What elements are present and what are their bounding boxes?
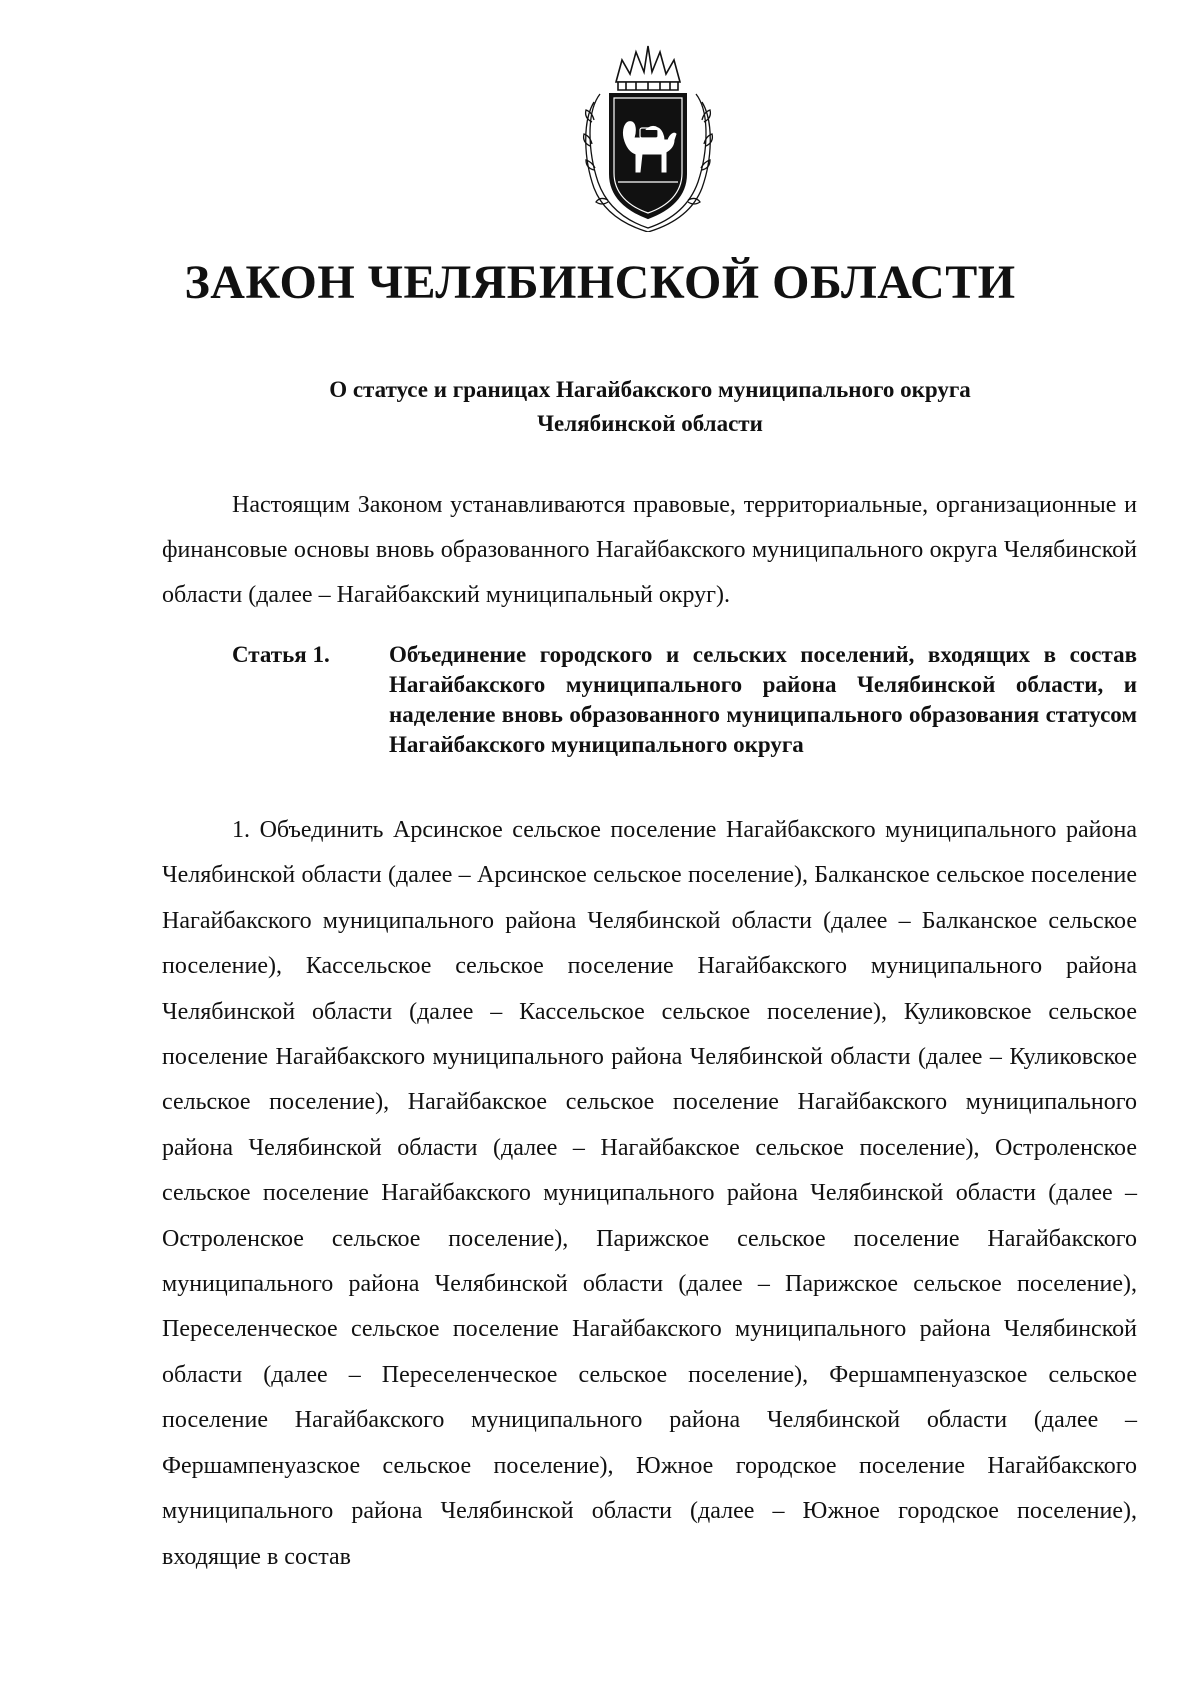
law-title: ЗАКОН ЧЕЛЯБИНСКОЙ ОБЛАСТИ (184, 256, 1016, 309)
article-title: Объединение городского и сельских поселений, входящих в состав Нагайбакского муниципального района Челябинской области, и наделение вновь образованного муниципального образования статусом Нагайбакского муниципального округа (389, 642, 1137, 757)
article-1-paragraph-1: 1. Объединить Арсинское сельское поселение Нагайбакского муниципального района Челябинской области (далее – Арсинское сельское поселение), Балканское сельское поселение Нагайбакского муниципального района Челябинской области (далее – Балканское сельское поселение), Кассельское сельское поселение Нагайбакского муниципального района Челябинской области (далее – Кассельское сельское поселение), Куликовское сельское поселение Нагайбакского муниципального района Челябинской области (далее – Куликовское сельское поселение), Нагайбакское сельское поселение Нагайбакского муниципального района Челябинской области (далее – Нагайбакское сельское поселение), Остроленское сельское поселение Нагайбакского муниципального района Челябинской области (далее – Остроленское сельское поселение), Парижское сельское поселение Нагайбакского муниципального района Челябинской области (далее – Парижское сельское поселение), Переселенческое сельское поселение Нагайбакского муниципального района Челябинской области (далее – Переселенческое сельское поселение), Фершампенуазское сельское поселение Нагайбакского муниципального района Челябинской области (далее – Фершампенуазское сельское поселение), Южное городское поселение Нагайбакского муниципального района Челябинской области (далее – Южное городское поселение), входящие в состав (162, 817, 1137, 1570)
article-number: Статья 1. (232, 642, 330, 667)
law-subtitle-line-2: Челябинской области (537, 411, 763, 436)
law-subtitle (200, 373, 1100, 441)
law-subtitle-line-1: О статусе и границах Нагайбакского муниципального округа (329, 377, 971, 402)
chelyabinsk-coat-of-arms-icon (578, 42, 718, 232)
preamble-paragraph: Настоящим Законом устанавливаются правовые, территориальные, организационные и финансовые основы вновь образованного Нагайбакского муниципального округа Челябинской области (далее – Нагайбакский муниципальный округ). (162, 492, 1137, 608)
